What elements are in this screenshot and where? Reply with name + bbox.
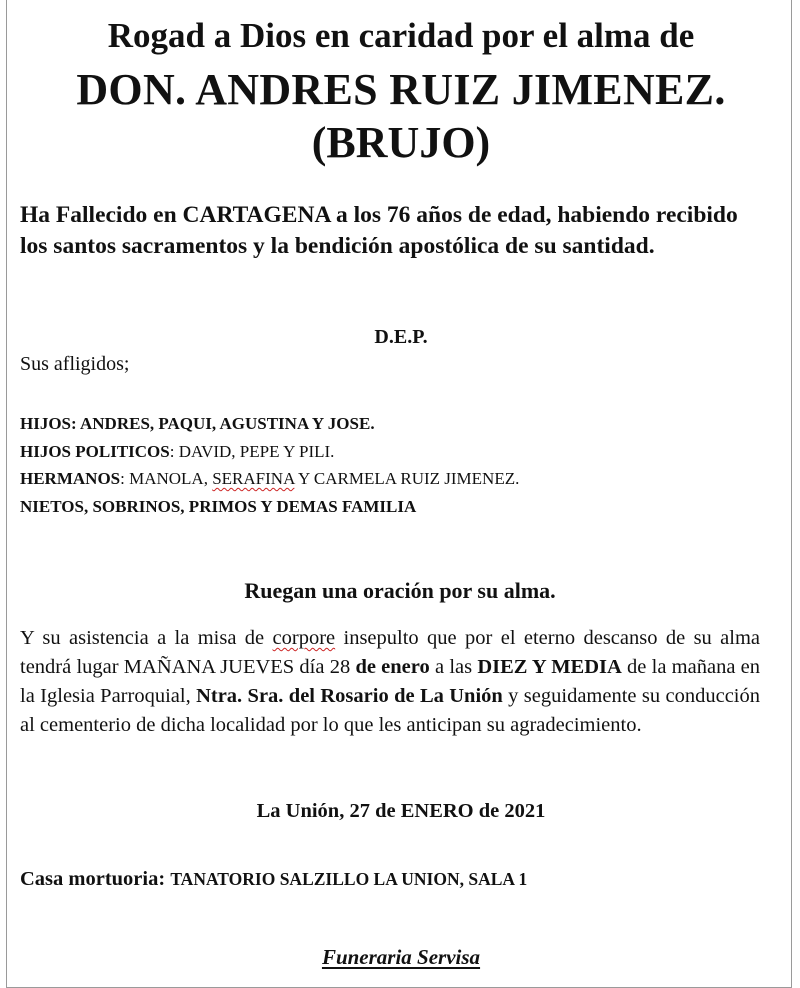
mortuary-info [20,866,780,892]
mortuary-label: Casa mortuoria: [20,868,166,890]
mass-text: de la mañana en la Iglesia Parroquial, [20,656,760,707]
mass-text: a las [429,656,478,678]
family-value: : DAVID, PEPE Y PILI. [169,441,335,461]
intro-heading: Rogad a Dios en caridad por el alma de [107,16,695,55]
family-value: Y CARMELA RUIZ JIMENEZ. [294,469,520,488]
family-value: : ANDRES, PAQUI, AGUSTINA Y JOSE. [71,414,375,433]
prayer-request: Ruegan una oración por su alma. [244,578,556,603]
family-label: HIJOS [20,414,72,433]
mass-time: DIEZ Y MEDIA [477,656,622,678]
mass-details [20,624,760,740]
mortuary-value: TANATORIO SALZILLO LA UNION, SALA 1 [170,869,528,889]
mass-text-spellcheck: corpore [272,627,336,649]
family-label: HERMANOS [20,469,121,488]
dep-heading: D.E.P. [374,326,428,348]
mass-text: insepulto que por el eterno descanso de su alma tendrá lugar MAÑANA JUEVES día 28 [20,627,761,678]
family-row-hijos [20,410,760,438]
family-list [20,410,760,520]
death-announcement: Ha Fallecido en CARTAGENA a los 76 años de edad, habiendo recibido los santos sacramentos y la bendición apostólica de su santidad. [20,202,738,259]
family-label: HIJOS POLITICOS [20,441,170,461]
mass-text: y seguidamente su conducción al cementerio de dicha localidad por lo que les anticipan su agradecimiento. [20,685,760,736]
funeral-home [20,944,782,970]
deceased-name: DON. ANDRES RUIZ JIMENEZ. [76,65,726,114]
mourners-label: Sus afligidos; [20,353,130,375]
family-value-spellcheck: SERAFINA [212,469,295,488]
family-row-hermanos [20,465,760,493]
family-row-politicos [20,438,760,466]
family-value: : MANOLA, [120,469,213,488]
funeral-home-name: Funeraria Servisa [321,945,481,969]
mass-church: Ntra. Sra. del Rosario de La Unión [196,685,503,707]
family-row-others: NIETOS, SOBRINOS, PRIMOS Y DEMAS FAMILIA [20,496,417,516]
mass-text: Y su asistencia a la misa de [20,627,273,649]
dateline: La Unión, 27 de ENERO de 2021 [256,800,546,822]
mass-date: de enero [355,656,430,678]
deceased-nickname: (BRUJO) [311,118,491,167]
